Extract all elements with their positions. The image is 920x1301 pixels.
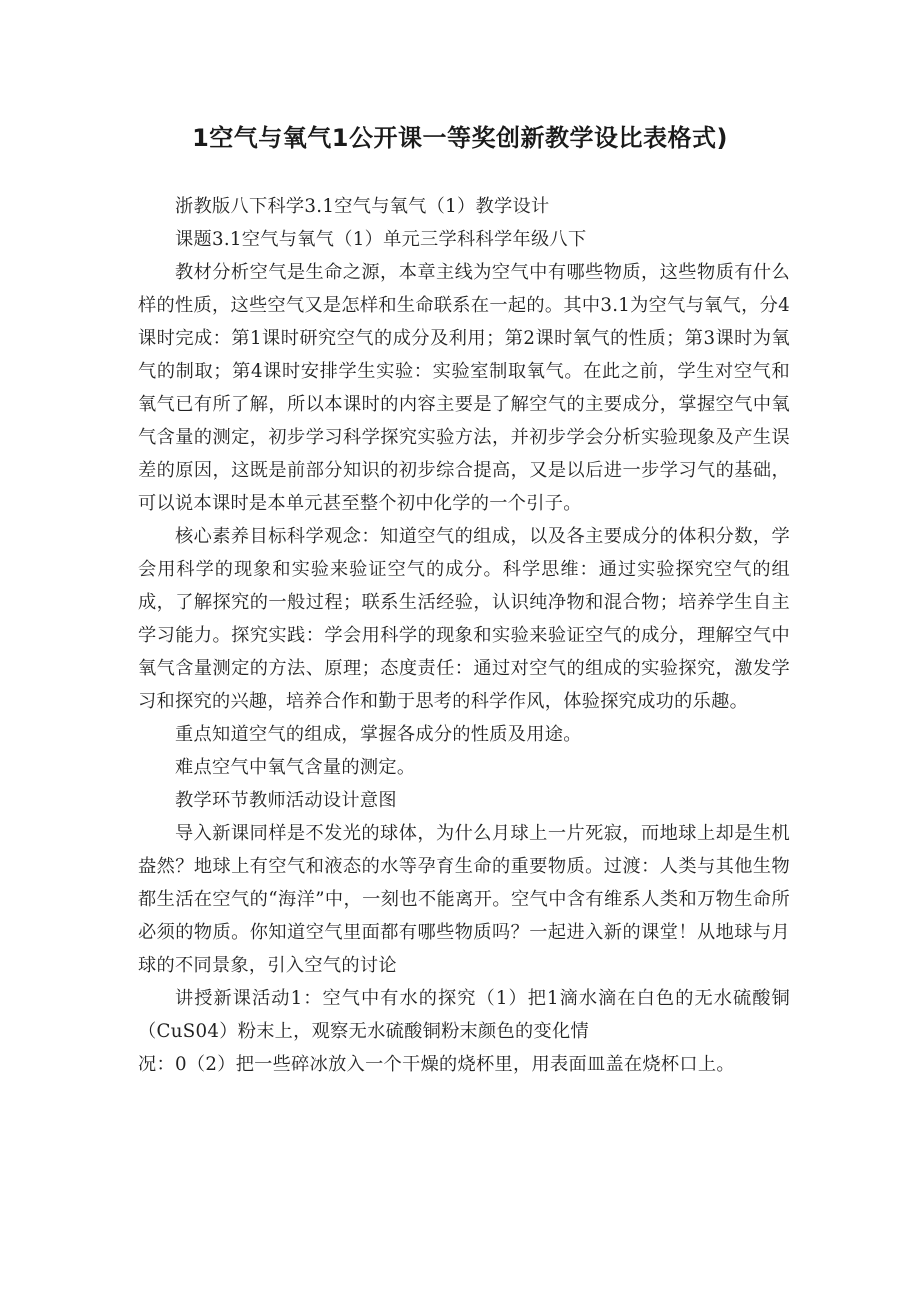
paragraph-course-info: 课题3.1空气与氧气（1）单元三学科科学年级八下 — [175, 229, 587, 250]
document-body — [138, 190, 790, 1081]
paragraph-teaching-header: 教学环节教师活动设计意图 — [175, 790, 397, 811]
paragraph-subtitle: 浙教版八下科学3.1空气与氧气（1）教学设计 — [175, 196, 550, 217]
paragraph-textbook-analysis: 教材分析空气是生命之源，本章主线为空气中有哪些物质，这些物质有什么样的性质，这些空气又是怎样和生命联系在一起的。其中3.1为空气与氧气，分4课时完成：第1课时研究空气的成分及利用；第2课时氧气的性质；第3课时为氧气的制取；第4课时安排学生实验：实验室制取氧气。在此之前，学生对空气和氧气已有所了解，所以本课时的内容主要是了解空气的主要成分，掌握空气中氧气含量的测定，初步学习科学探究实验方法，并初步学会分析实验现象及产生误差的原因，这既是前部分知识的初步综合提高，又是以后进一步学习气的基础，可以说本课时是本单元甚至整个初中化学的一个引子。 — [138, 262, 790, 514]
paragraph-difficulty: 难点空气中氧气含量的测定。 — [175, 757, 416, 778]
paragraph-activity-1-continued: 况：0（2）把一些碎冰放入一个干燥的烧杯里，用表面皿盖在烧杯口上。 — [138, 1054, 735, 1075]
document-title: 1空气与氧气1公开课一等奖创新教学设比表格式) — [192, 124, 728, 152]
paragraph-core-goals: 核心素养目标科学观念：知道空气的组成，以及各主要成分的体积分数，学会用科学的现象和实验来验证空气的成分。科学思维：通过实验探究空气的组成，了解探究的一般过程；联系生活经验，认识纯净物和混合物；培养学生自主学习能力。探究实践：学会用科学的现象和实验来验证空气的成分，理解空气中氧气含量测定的方法、原理；态度责任：通过对空气的组成的实验探究，激发学习和探究的兴趣，培养合作和勤于思考的科学作风，体验探究成功的乐趣。 — [138, 526, 790, 712]
paragraph-activity-1: 讲授新课活动1：空气中有水的探究（1）把1滴水滴在白色的无水硫酸铜（CuS04）粉末上，观察无水硫酸铜粉末颜色的变化情 — [138, 988, 790, 1042]
paragraph-key-point: 重点知道空气的组成，掌握各成分的性质及用途。 — [175, 724, 582, 745]
paragraph-introduction: 导入新课同样是不发光的球体，为什么月球上一片死寂，而地球上却是生机盎然？地球上有空气和液态的水等孕育生命的重要物质。过渡：人类与其他生物都生活在空气的“海洋”中，一刻也不能离开。空气中含有维系人类和万物生命所必须的物质。你知道空气里面都有哪些物质吗？一起进入新的课堂！从地球与月球的不同景象，引入空气的讨论 — [138, 823, 790, 976]
